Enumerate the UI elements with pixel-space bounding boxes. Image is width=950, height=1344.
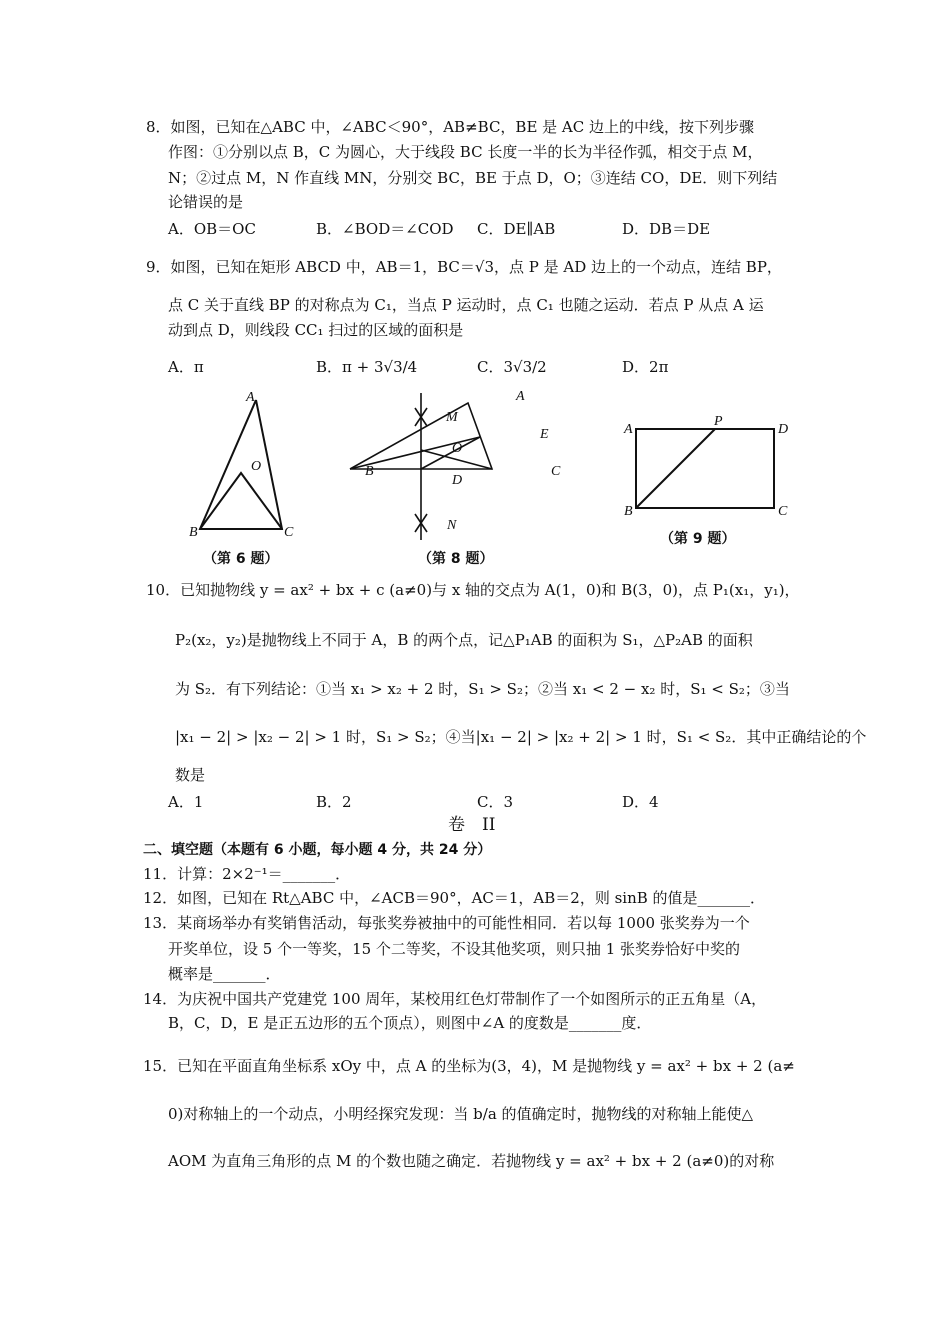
label: D	[452, 473, 463, 488]
q8-line: N；②过点 M，N 作直线 MN，分别交 BC，BE 于点 D，O；③连结 CO，DE．则下列结	[168, 169, 778, 187]
triangle-abc	[200, 400, 282, 529]
q8-line: 8．如图，已知在△ABC 中，∠ABC＜90°，AB≠BC，BE 是 AC 边上的中线，按下列步骤	[146, 118, 755, 136]
q15-line: 0)对称轴上的一个动点，小明经探究发现：当 b/a 的值确定时，抛物线的对称轴上能使△	[168, 1105, 754, 1123]
part-title: 卷 II	[448, 815, 496, 835]
q13-line: 概率是_______．	[168, 965, 281, 983]
figure-9	[636, 429, 774, 508]
label: B	[624, 504, 633, 519]
label: B	[365, 464, 374, 479]
label: C	[551, 464, 561, 479]
figure-6-caption: （第 6 题）	[203, 551, 279, 567]
q9-line: 点 C 关于直线 BP 的对称点为 C₁，当点 P 运动时，点 C₁ 也随之运动．若点 P 从点 A 运	[168, 296, 764, 314]
figures	[0, 0, 950, 600]
label: A	[624, 422, 633, 437]
q12: 12．如图，已知在 Rt△ABC 中，∠ACB＝90°，AC＝1，AB＝2，则 sinB 的值是_______．	[143, 889, 766, 907]
q15-line: AOM 为直角三角形的点 M 的个数也随之确定．若抛物线 y = ax² + bx + 2 (a≠0)的对称	[168, 1152, 775, 1170]
q13-line: 13．某商场举办有奖销售活动，每张奖券被抽中的可能性相同．若以每 1000 张奖券为一个	[143, 914, 750, 932]
q10-option-d: D．4	[622, 793, 659, 811]
q8-option-a: A．OB＝OC	[168, 220, 256, 238]
q10-line: 数是	[175, 766, 206, 784]
q9-option-d: D．2π	[622, 358, 669, 376]
q9-option-a: A．π	[168, 358, 204, 376]
label: P	[714, 414, 723, 429]
label: C	[778, 504, 788, 519]
q8-line: 作图：①分别以点 B，C 为圆心，大于线段 BC 长度一半的长为半径作弧，相交于点 M，	[168, 143, 763, 161]
q14-line: B，C，D，E 是正五边形的五个顶点），则图中∠A 的度数是_______度．	[168, 1014, 652, 1032]
section-heading: 二、填空题（本题有 6 小题，每小题 4 分，共 24 分）	[143, 842, 492, 858]
q10-option-a: A．1	[168, 793, 204, 811]
q9-option-c: C．3√3/2	[477, 358, 547, 376]
label: O	[452, 441, 463, 456]
label: A	[246, 390, 255, 405]
label: C	[284, 525, 294, 540]
q8-option-b: B．∠BOD＝∠COD	[316, 220, 454, 238]
q9-option-b: B．π + 3√3/4	[316, 358, 418, 376]
label: E	[540, 427, 549, 442]
q10-line: 10．已知抛物线 y = ax² + bx + c (a≠0)与 x 轴的交点为 A(1，0)和 B(3，0)，点 P₁(x₁，y₁)，	[146, 581, 800, 599]
q8-option-d: D．DB＝DE	[622, 220, 711, 238]
figure-6	[200, 400, 282, 529]
q10-line: 为 S₂．有下列结论：①当 x₁ > x₂ + 2 时，S₁ > S₂；②当 x₁ < 2 − x₂ 时，S₁ < S₂；③当	[175, 680, 790, 698]
line-bp	[636, 429, 715, 508]
figure-9-caption: （第 9 题）	[660, 531, 736, 547]
q10-option-c: C．3	[477, 793, 514, 811]
q10-option-b: B．2	[316, 793, 352, 811]
label: O	[251, 459, 262, 474]
rectangle-abcd	[636, 429, 774, 508]
q10-line: |x₁ − 2| > |x₂ − 2| > 1 时，S₁ > S₂；④当|x₁ − 2| > |x₂ + 2| > 1 时，S₁ < S₂．其中正确结论的个	[175, 728, 867, 746]
figure-8-caption: （第 8 题）	[418, 551, 494, 567]
label: M	[446, 410, 458, 425]
label: D	[778, 422, 789, 437]
label: B	[189, 525, 198, 540]
q13-line: 开奖单位，设 5 个一等奖，15 个二等奖，不设其他奖项，则只抽 1 张奖券恰好中奖的	[168, 940, 741, 958]
q10-line: P₂(x₂，y₂)是抛物线上不同于 A，B 的两个点，记△P₁AB 的面积为 S₁，△P₂AB 的面积	[175, 631, 753, 649]
q9-line: 9．如图，已知在矩形 ABCD 中，AB＝1，BC＝√3，点 P 是 AD 边上的一个动点，连结 BP，	[146, 258, 782, 276]
q8-line: 论错误的是	[168, 193, 244, 211]
q14-line: 14．为庆祝中国共产党建党 100 周年，某校用红色灯带制作了一个如图所示的正五角星（A，	[143, 990, 767, 1008]
label: N	[447, 518, 457, 533]
label: A	[516, 389, 525, 404]
q8-option-c: C．DE∥AB	[477, 220, 556, 238]
q11: 11．计算：2×2⁻¹＝_______．	[143, 865, 351, 883]
q9-line: 动到点 D，则线段 CC₁ 扫过的区域的面积是	[168, 321, 464, 339]
q15-line: 15．已知在平面直角坐标系 xOy 中，点 A 的坐标为(3，4)，M 是抛物线 y = ax² + bx + 2 (a≠	[143, 1057, 795, 1075]
